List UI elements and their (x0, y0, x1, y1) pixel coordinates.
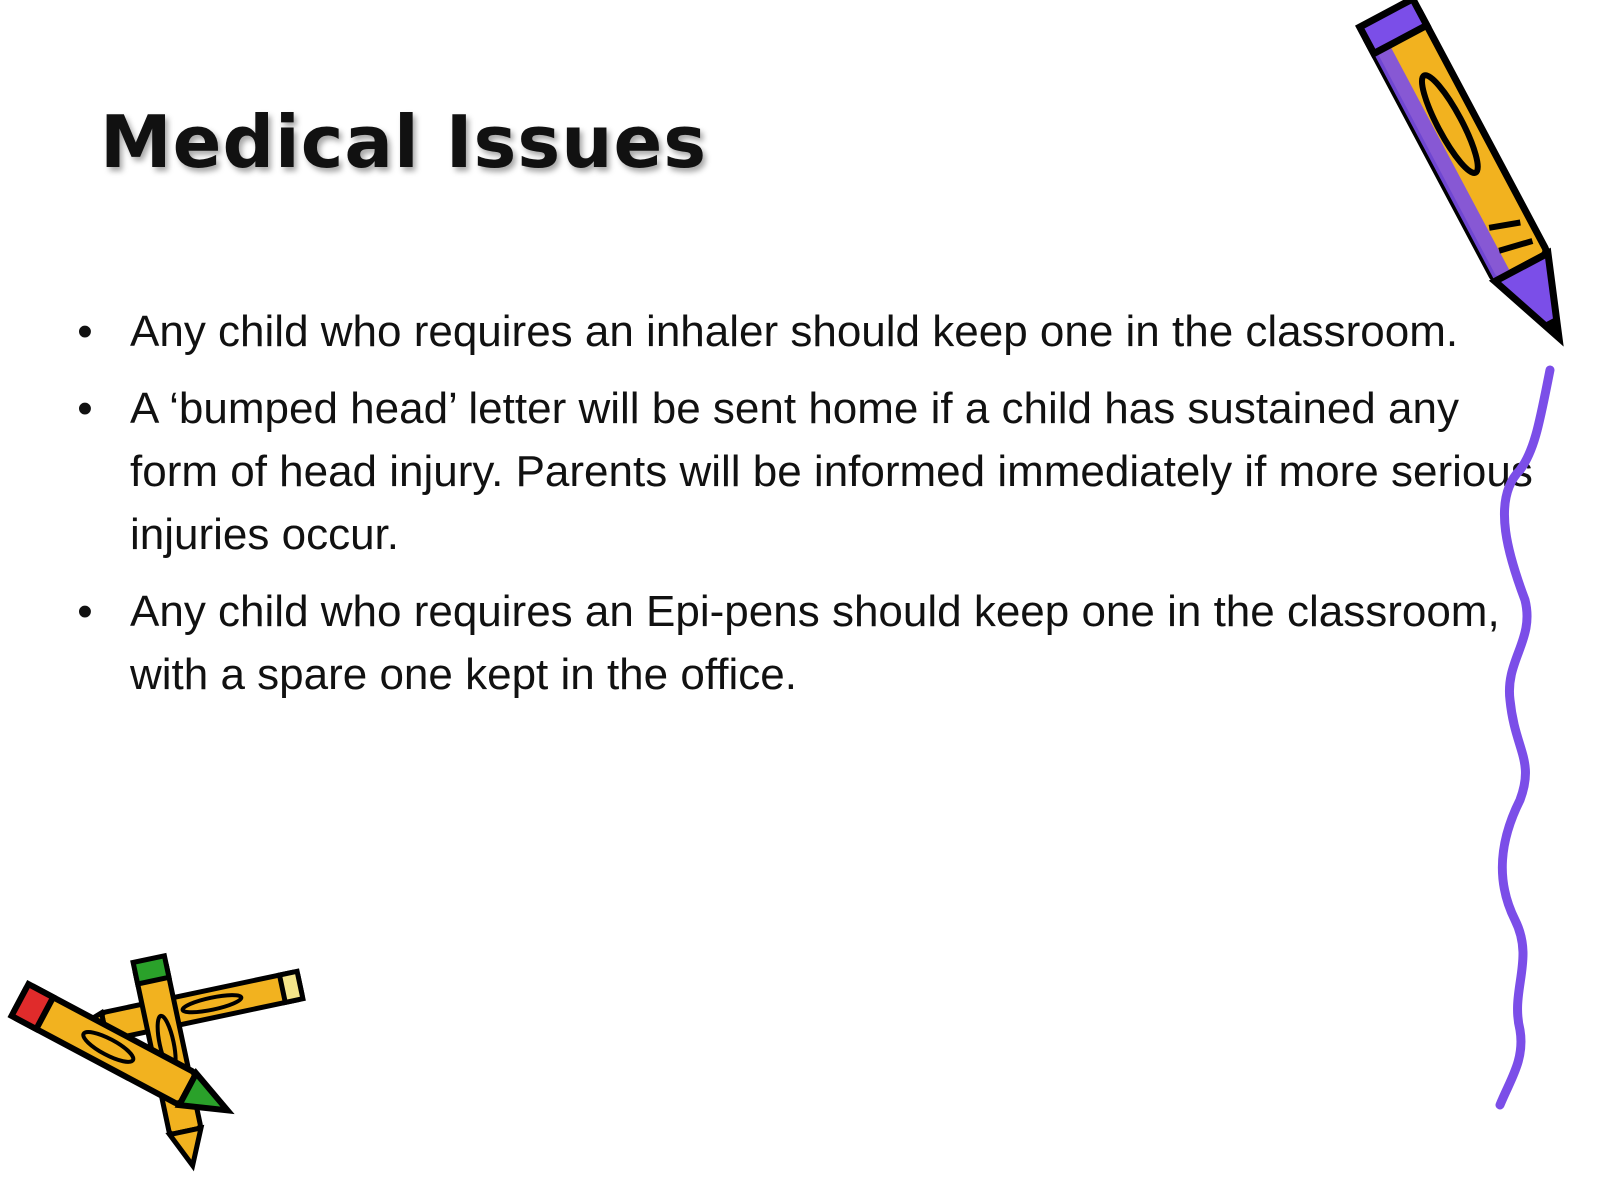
bullet-item (75, 580, 1535, 706)
bullet-symbol: • (77, 307, 93, 356)
bullet-text: Any child who requires an Epi-pens should keep one in the classroom, with a spare one kept in the office. (130, 587, 1500, 699)
bullet-list (75, 300, 1535, 720)
squiggle-line (1480, 360, 1570, 1120)
bullet-item (75, 300, 1535, 363)
bullet-text: Any child who requires an inhaler should keep one in the classroom. (130, 307, 1459, 356)
bullet-symbol: • (77, 384, 93, 433)
bullet-item (75, 377, 1535, 566)
crossed-pencils-icon (0, 950, 320, 1180)
bullet-symbol: • (77, 587, 93, 636)
bullet-text: A ‘bumped head’ letter will be sent home if a child has sustained any form of head injury. Parents will be informed immediately if more serious injuries occur. (130, 384, 1533, 559)
slide-title: Medical Issues (100, 100, 708, 184)
pencil-icon (1340, 0, 1570, 385)
